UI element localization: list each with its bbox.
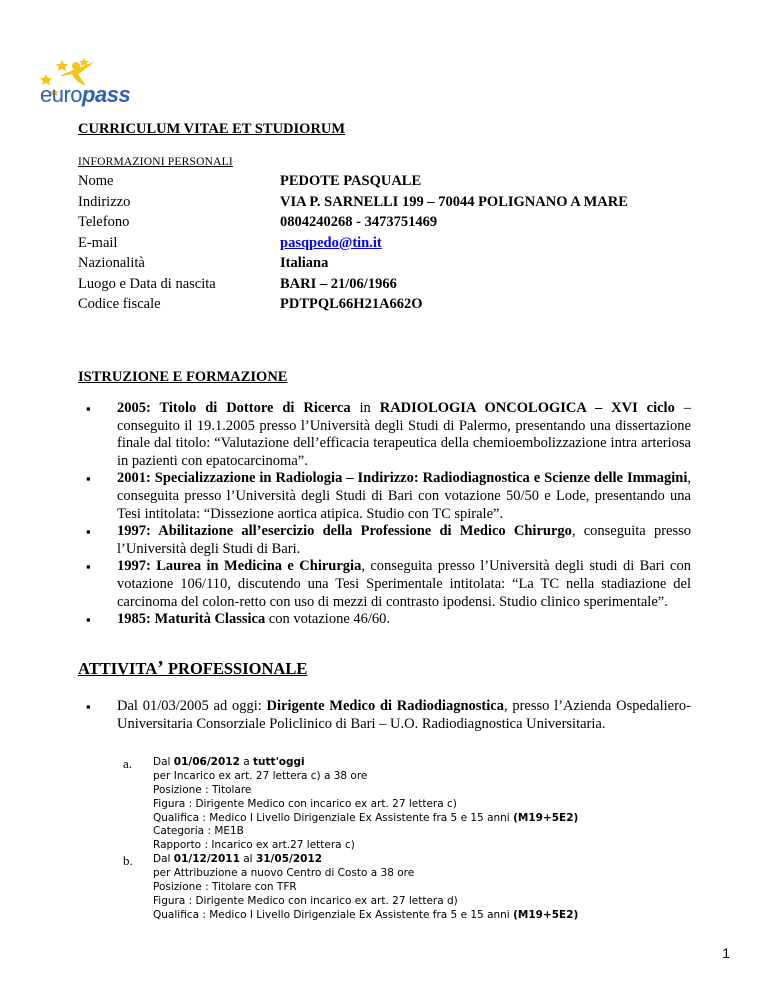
entry-marker: a. [123, 756, 133, 771]
info-row-address [78, 192, 698, 213]
position-entry [123, 756, 683, 853]
entry-line: Qualifica : Medico I Livello Dirigenziale Ex Assistente fra 5 e 15 anni (M19+5E2) [153, 908, 579, 921]
info-label: Codice fiscale [78, 296, 161, 312]
entry-line: per Incarico ex art. 27 lettera c) a 38 ore [153, 769, 368, 782]
entry-line: Categoria : ME1B [153, 825, 244, 838]
document-title: CURRICULUM VITAE ET STUDIORUM [78, 121, 346, 137]
entry-line: Figura : Dirigente Medico con incarico ex art. 27 lettera d) [153, 894, 458, 907]
education-list [78, 400, 691, 629]
list-item: ▪ 1985: Maturità Classica con votazione 46/60. [78, 611, 691, 629]
entry-line: Posizione : Titolare [153, 783, 252, 796]
info-value: VIA P. SARNELLI 199 – 70044 POLIGNANO A MARE [280, 193, 628, 210]
info-label: Nome [78, 173, 114, 189]
professional-list [78, 698, 691, 733]
list-item: ▪ 1997: Laurea in Medicina e Chirurgia, conseguita presso l’Università degli studi di Bari con votazione 106/110, discutendo una Tesi Sperimentale intitolata: “La TC nella stadiazione del carcinoma del colon-retto con uso di mezzi di contrasto ipodensi. Studio clinico sperimentale”. [78, 558, 691, 611]
position-entry [123, 853, 683, 922]
info-label: Luogo e Data di nascita [78, 275, 216, 292]
email-link[interactable]: pasqpedo@tin.it [280, 234, 382, 251]
professional-heading: ATTIVITA’ PROFESSIONALE [78, 657, 308, 679]
info-value: 0804240268 - 3473751469 [280, 214, 438, 230]
info-label: E-mail [78, 234, 118, 251]
page-number: 1 [722, 945, 730, 961]
entry-line: Posizione : Titolare con TFR [153, 881, 297, 894]
list-item: ▪ 2005: Titolo di Dottore di Ricerca in RADIOLOGIA ONCOLOGICA – XVI ciclo – conseguito il 19.1.2005 presso l’Università degli Studi di Palermo, presentando una dissertazione finale dal titolo: “Valutazione dell’efficacia terapeutica della chemioembolizzazione intra arteriosa in pazienti con epatocarcinoma”. [78, 400, 691, 470]
info-value: PDTPQL66H21A662O [280, 296, 423, 312]
info-value: Italiana [280, 255, 329, 271]
info-row-name [78, 171, 698, 192]
info-row-email [78, 233, 698, 254]
entry-line: Figura : Dirigente Medico con incarico ex art. 27 lettera c) [153, 797, 457, 810]
info-row-nationality [78, 253, 698, 274]
personal-info-table [78, 171, 698, 315]
entry-line: Qualifica : Medico I Livello Dirigenziale Ex Assistente fra 5 e 15 anni (M19+5E2) [153, 811, 579, 824]
info-value: PEDOTE PASQUALE [280, 173, 422, 189]
entry-line: Rapporto : Incarico ex art.27 lettera c) [153, 839, 355, 852]
list-item: ▪ Dal 01/03/2005 ad oggi: Dirigente Medico di Radiodiagnostica, presso l’Azienda Ospedaliero-Universitaria Consorziale Policlinico di Bari – U.O. Radiodiagnostica Universitaria. [78, 698, 691, 733]
info-row-birth [78, 274, 698, 295]
list-item: ▪ 1997: Abilitazione all’esercizio della Professione di Medico Chirurgo, conseguita presso l’Università degli Studi di Bari. [78, 523, 691, 558]
personal-info-heading: INFORMAZIONI PERSONALI [78, 156, 233, 168]
position-history-list [123, 756, 683, 923]
entry-dates: Dal 01/06/2012 a tutt'oggi [153, 756, 305, 768]
education-heading: ISTRUZIONE E FORMAZIONE [78, 369, 288, 385]
entry-line: per Attribuzione a nuovo Centro di Costo a 38 ore [153, 867, 415, 880]
entry-dates: Dal 01/12/2011 al 31/05/2012 [153, 853, 323, 866]
info-row-phone [78, 212, 698, 233]
info-label: Nazionalità [78, 255, 145, 271]
info-label: Indirizzo [78, 193, 131, 210]
info-row-tax-code [78, 294, 698, 315]
info-label: Telefono [78, 214, 130, 230]
entry-marker: b. [123, 853, 133, 869]
info-value: BARI – 21/06/1966 [280, 275, 397, 292]
europass-wordmark: europass [40, 82, 131, 107]
list-item: ▪ 2001: Specializzazione in Radiologia – Indirizzo: Radiodiagnostica e Scienze delle Immagini, conseguita presso l’Università degli Studi di Bari con votazione 50/50 e Lode, presentando una Tesi intitolata: “Dissezione aortica atipica. Studio con TC spirale”. [78, 470, 691, 523]
